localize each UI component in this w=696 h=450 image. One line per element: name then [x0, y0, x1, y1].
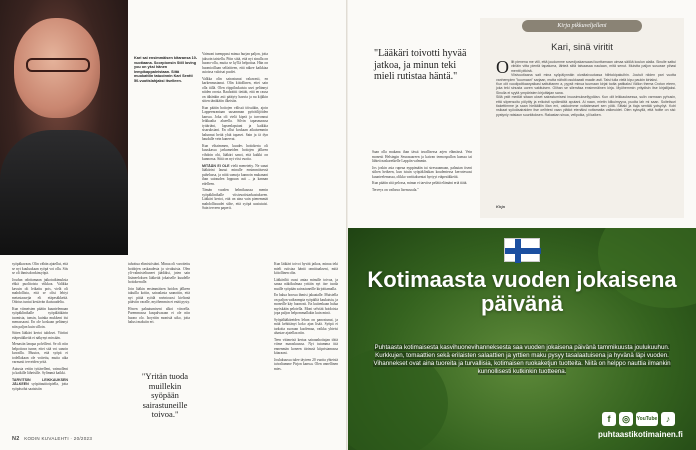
pull-quote-top: "Lääkäri toivotti hyvää jatkoa, ja minun teki mieli rutistaa häntä." — [374, 48, 467, 82]
paragraph: Saan olla mukana ihan tässä tavallisessa arjen elämässä. Vein monesti Helsingin Seurasaareen ja kaivan termospullon kanssa tai lähteä naskaretkelle Lappiin valmmin. — [372, 150, 472, 163]
paragraph: Autusta veitin tyttärelleni, vaimolleni ja kaikille läheisille. Sylimmä kaikki. — [12, 366, 68, 375]
ad-body-text: Puhtaasta kotimaisesta kasvihuonevihanneksesta saa vuoden jokaisena päivänä tammikuusta joulukuuhun. Kurkkujen, tomaattien sekä erilaisten salaattien ja yrttien maku pysyy tasalaatuisena ja hyvänä läpi vuoden. Vihannekset ovat aina tuoreita ja turvallisia, kotimaisen ruokaketjun tuotteita. Niitä on helppo nauttia ilmankin kunnollisesti kutkinkin tuotteena. — [373, 344, 671, 375]
paragraph: Sillä ystit mediät sitaan ukset sairastumisesi inuusimuksellyydäsn. Kun olit leikkauksessa, sulin varmaan pyhusin, että siipensoitu pölyttiy ja erikoisti sydämiötä aputani. Ai naan, mietin kilkuimyyva, puolta lah mi saan. Soiteiisuri tiakettimme ja saan hieläälliin illan eni, uskkoimme voitabmaset sen yötä. Sittaki ja tiaja sentää yotsyöyt. Kohi nsikaat syöoäsairaiden itse oelhtest vaan ytätiot etenäksi vottamatta valkeuidet. Olen syksyllä, että hoitte on sisi: pystyniy ratsiaun suurkitoksen. Rakastan sinua, velipoika, yli kaiken. — [496, 95, 676, 117]
paragraph: Join lääkin ensimmäisen hoidon jälkeen takuilla koitin, sairaalasta saanottin, että nyt pitää syödä ravintoaosi kieltonä pitäviin varalle, myöhemmin et enää pysty. — [128, 286, 190, 304]
portrait-photo — [0, 0, 128, 255]
paragraph: Teen vitimeisä kertaa sairaanhoitajan töitä viime maraskuussa. Nyt tutumma ittä ennenmän koneen tärinssä kiipristamassa kitaraani. — [274, 337, 338, 355]
paragraph: Valkka olin sairastunut vakavasti, en karkennustanut. Olin kiitollinen, ettei sain olla tällä. Olen riippilaskuista usei pelännyt niiden orosta. Rauhoittti tietäät, että en rausa on tähänkin asti päätyty haavia ja nu kijkkin sitten tänäkäiin ilkeisiin. — [202, 76, 268, 103]
column-body — [496, 57, 676, 117]
paragraph: Terveys on vaihava lisenssoala." — [372, 187, 419, 192]
magazine-label: KODIN KUVALEHTI · 20/2023 — [24, 436, 93, 441]
ad-website-link[interactable]: puhtaastikotimainen.fi — [598, 430, 683, 439]
page-footer — [12, 436, 92, 442]
paragraph-tail: syöpätautitoipiella, jotta syöpäsolut saataisiin — [12, 382, 68, 391]
paragraph: Hiwen palautumiseni alkoi vitroella. Paremmassa kuspalvasaan ei ole niin huono olo. Isoyritin monistä uiko, joita halusi maksiin eri. — [128, 306, 190, 324]
paragraph: Kun olit vuodipoltkaaryaikasi sattuttanen a, pyysit minua tuumaan kirjat todta pattkaksi Vällon thema Croton eteen, joka teki sinusta uoren vakituisen. Olihan se silemäsa ensimmäinen kirja. Myöhemmin yritydisin itse kirjailijaksi. Sinulla ei syytä ympäristen kirjoittajan sana. — [496, 82, 676, 95]
paragraph: llit pienena me viili, että joudumme sovedjoskansaasi kunttamaan uimaa säilöä koulun alalla. Sinulle sattui viiriäin vitta pientä tapatuma, lähteä siitä taivaasaa naulaan, mitä senut. Muistta paljon sususse pihasi mentti pitkinä. — [511, 60, 676, 73]
instagram-icon[interactable]: ◎ — [619, 412, 633, 426]
paragraph: Sitten lääkäri kertoi tulokset. Vitriini etäpesäkkeitä ei näkynyt missään. — [12, 331, 68, 340]
pull-quote-bottom: "Yritän tuoda muillekin syöpään sairastuneille toivoa." — [141, 371, 189, 419]
paragraph: Vaimoni tuemppasi minua hurjan paljon, jotta jaksoin taistella. Pitin siitä, että nyt sinulla on huono-olla, mutta se ky'llä helpottaa. Hän on huomioillaan selfaitteen, että näkee kaikkiaa asioissa valoisat puolet. — [202, 52, 268, 74]
facebook-icon[interactable]: f — [602, 412, 616, 426]
youtube-icon[interactable]: YouTube — [636, 412, 658, 426]
column-signature: Kirja — [496, 204, 505, 209]
paragraph: Jos joskin asia rupeaa nyppimään tai stressaamaan, palautan itseni siihen hetkeen, kun istuin syöpäklinikan koudentessa kerrotessasi kuunteelemassa, olikko varittaksentai hyrtyyt etäpesäkkeitä. — [372, 165, 472, 179]
portrait-shirt — [0, 130, 128, 255]
advertisement — [348, 228, 696, 450]
paragraph: En halua hoossa ihmisi jakaatalle. Muistella on paljon vaikeampia syöpäiltä kaukaisia, ja moneille käy huonosti. En kuitenkaan halua myöskään pelotella. Moni selviää hoidoista jopa paljon helpommallakin kuin minä. — [274, 293, 338, 315]
photo-caption: Kari sai ensimmäisen kitaransa 10-vuotiaana. Scorpionsin Still loving you on yksi hänen lempikappaleistaan. Siitä muokattiin tatuoinnin Kari Sentti 50-vuotislahjaksi itselleen. — [134, 56, 198, 83]
column-box — [480, 18, 684, 218]
paragraph — [202, 164, 268, 187]
subhead: TARVITSIN LEIKKAUKSEN JÄLKEEN — [12, 377, 68, 386]
paragraph: syöpäkavaan. Olin vähän ajatellut, että se nyt kuuluukaan syöpä voi olla. Siis se oli ihmisolonkinsyöpä. — [12, 262, 68, 275]
paragraph: Kun päätin hoitojen välissä töissäkin, ajoin Lappeenrantaan uusamman pyöräilijöiden kanssa. Joka oli vielä kipeä ja turvonnut leikkaalta alueella. Silvin tapasmaassa tyttäriäni, lapsenlapsiani ja kaikkia sisaruksiani. En ollut koskaan aikaisemmin halunnut heitä yhtä tapaset. Sain ja iä dyn haudalle vein kanervat. — [202, 105, 268, 141]
social-icons — [602, 412, 675, 426]
paragraph: Viisivuotiaana sait mina syöpälynnäin oivaltaivuutussa hiihtokipakulhin. Joutuit niiden pari vuotta vanhempien "kuumaan" sarjaan, mutta nähdit osukkaasti maalin asti. Taisi tulla vielä kipu paukin kirtaksi. — [496, 73, 676, 82]
paragraph: Joudun odottamaan jatkotutkimuksia ehkä puolitoista viikkoa. Valikka kavuin oli leikattu pois, vielä oli mahdollista, että se olisi lehtyt metastaasejia eli etäpesäkkeitä. Odotus tuntui kestävän ikuisuudelta. — [12, 277, 68, 304]
paragraph-tail: vielä menetetty. Ne sanat lääkärini lausui minulle ensimmäisessä puhelussa, ja niitä samoja kannoin mukanani ihan sairauden loppuun asti – ja kannan edelleen. — [202, 163, 268, 186]
article-column-e — [372, 150, 472, 212]
paragraph: Joulukuussa tulee täyteen 20 vuotta yhteistä taivaltamme Pirjon kanssa. Olen onnellinen mies. — [274, 357, 338, 371]
paragraph: Menastin lanqua polvilleni. Se oli niin helpottava tunne, ettei sitä voi sanoin kuvailla. Muutos, että syöpä ei todellakaan ole voitettu, mutta aika varmasti terveiden yritä. — [12, 342, 68, 364]
ad-body — [368, 344, 676, 376]
drop-cap: O — [496, 57, 509, 77]
article-column-c — [202, 52, 268, 440]
page-number: N2 — [12, 436, 20, 442]
column-title: Kari, sinä viritit — [551, 42, 613, 53]
paragraph: Kun viimeisten päätin kuuntelemaan syöpäklinikalle syöpälääkärin tuomista, tunsin, kuinka mukkeni itsi menassaani. En ole koskaan pelännyt niin paljon kuin silloin. — [12, 306, 68, 329]
paragraph: Kun vihaimmen, kuudes hoitokerta oli kuuskassa jarkumeiden hoitojen jälkeen vihdoin ohi, lääkäri sanoi, että kaikki on kunnossa. Siitä on nyt viisi vuotta. — [202, 143, 268, 161]
paragraph: Kun päätin sitä pelossa, minun ei tarvitse pelätä elämäni eriä tiätä. — [372, 181, 468, 185]
article-column-d — [274, 262, 338, 438]
ad-headline: Kotimaasta vuoden jokaisena päivänä — [367, 267, 677, 316]
column-tag: Kirja pikkuveljelleni — [522, 20, 642, 32]
paragraph: tuhottua elimistöstäni. Minua oli varoitettu hoidojen raskaudesta ja sivukuista. Olen yli-valmisteltuneet jäädäksi, joten sain lisäneeloksen lääkettä jokaiselle kuudelle hoitokerralle. — [128, 262, 190, 284]
portrait-glasses — [26, 58, 90, 72]
subhead: MITÄÄN EI OLE — [202, 163, 230, 168]
paragraph: Syöpälääkäreiden lehon on panostunut, ja mitä kehittänyt koko ajan lisää. Syöpä ei tarkoita suoraan kuolemaa, vaikka yhteisi ahastae ajatellaa niin. — [274, 317, 338, 335]
article-column-a — [12, 262, 68, 438]
paragraph: Lääkäriltä osasi antaa minulle toivoa, ja sanaa näkökulmaa yrttäin nyt itse tuoda muille syöpään sairastuneille kirjoittamalla. — [274, 277, 338, 291]
paragraph: Kun lääkäri toivoi hyvää jatkoa, minua teki mieli rutistaa häntä onnittaakseni, mitä kiitollinen olin. — [274, 262, 338, 275]
finnish-flag-icon — [504, 238, 540, 262]
tiktok-icon[interactable]: ♪ — [661, 412, 675, 426]
paragraph — [12, 378, 68, 392]
paragraph: Tämän vuoden helmikuussa menin syöpäklinikalle viisivuotistarkastukseen. Lääkäri kertoi, että on aina vain pienemmät mahdollisuudet siihe, että syöpä uusiutuisi. Sain terveen paperit. — [202, 188, 268, 210]
